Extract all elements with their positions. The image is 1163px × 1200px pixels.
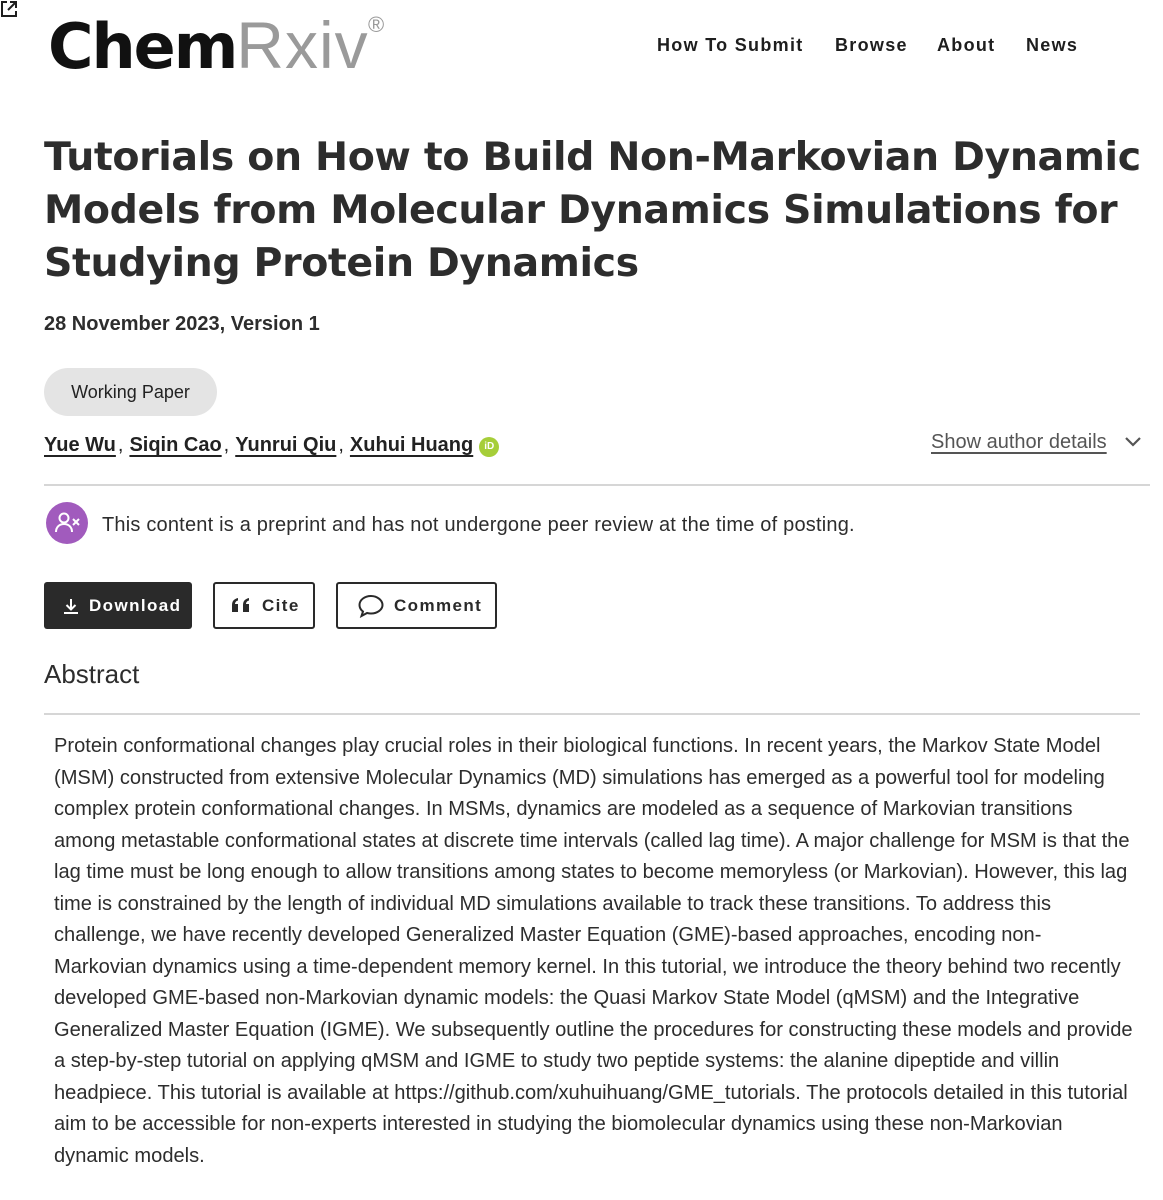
download-label: Download — [89, 595, 182, 615]
nav-news[interactable]: News — [1026, 35, 1079, 55]
divider — [44, 484, 1150, 486]
orcid-icon[interactable]: iD — [479, 437, 499, 457]
preprint-notice-icon — [46, 502, 88, 544]
chevron-down-icon[interactable] — [1124, 435, 1142, 449]
comment-icon — [357, 594, 385, 618]
show-author-details-link[interactable]: Show author details — [931, 431, 1107, 453]
author-link[interactable]: Siqin Cao — [129, 434, 222, 456]
cite-button[interactable] — [213, 582, 315, 629]
registered-mark: ® — [368, 12, 385, 37]
nav-browse[interactable]: Browse — [835, 35, 908, 55]
publication-date-version: 28 November 2023, Version 1 — [44, 313, 320, 335]
abstract-text: Protein conformational changes play crucial roles in their biological functions. In recent years, the Markov State Model (MSM) constructed from extensive Molecular Dynamics (MD) simulations has emerged as a powerful tool for modeling complex protein conformational changes. In MSMs, dynamics are modeled as a sequence of Markovian transitions among metastable conformational states at discrete time intervals (called lag time). A major challenge for MSM is that the lag time must be long enough to allow transitions among states to become memoryless (or Markovian). However, this lag time is constrained by the length of individual MD simulations available to track these transitions. To address this challenge, we have recently developed Generalized Master Equation (GME)-based approaches, encoding non-Markovian dynamics using a time-dependent memory kernel. In this tutorial, we introduce the theory behind two recently developed GME-based non-Markovian dynamic models: the Quasi Markov State Model (qMSM) and the Integrative Generalized Master Equation (IGME). We subsequently outline the procedures for constructing these models and provide a step-by-step tutorial on applying qMSM and IGME to study two peptide systems: the alanine dipeptide and villin headpiece. This tutorial is available at https://github.com/xuhuihuang/GME_tutorials. The protocols detailed in this tutorial aim to be accessible for non-experts interested in studying the biomolecular dynamics using these non-Markovian dynamic models. — [54, 735, 1133, 1167]
article-title: Tutorials on How to Build Non-Markovian Dynamic Models from Molecular Dynamics Simulations for Studying Protein Dynamics — [44, 134, 1141, 286]
logo-chem-text: Chem — [48, 10, 237, 83]
main-nav — [0, 35, 1163, 59]
author-list — [44, 434, 499, 457]
quote-icon — [231, 597, 253, 615]
preprint-notice-text: This content is a preprint and has not undergone peer review at the time of posting. — [102, 514, 855, 536]
external-link-icon[interactable] — [0, 0, 18, 18]
divider — [44, 713, 1140, 715]
download-icon — [62, 597, 80, 615]
comment-label: Comment — [394, 595, 483, 615]
cite-label: Cite — [262, 595, 300, 615]
author-link[interactable]: Yunrui Qiu — [235, 434, 337, 456]
comment-button[interactable] — [336, 582, 497, 629]
nav-how-to-submit[interactable]: How To Submit — [657, 35, 804, 55]
author-separator: , — [338, 434, 344, 456]
nav-about[interactable]: About — [937, 35, 996, 55]
author-separator: , — [117, 434, 124, 456]
abstract-heading: Abstract — [44, 659, 140, 689]
site-header — [0, 0, 1163, 100]
author-separator: , — [223, 434, 230, 456]
logo-rxiv-text: Rxiv — [236, 8, 369, 82]
download-button[interactable] — [44, 582, 192, 629]
author-link[interactable]: Yue Wu — [44, 434, 116, 456]
article-type-badge[interactable]: Working Paper — [44, 368, 217, 416]
user-x-icon — [46, 502, 88, 544]
author-link[interactable]: Xuhui Huang — [349, 434, 474, 456]
